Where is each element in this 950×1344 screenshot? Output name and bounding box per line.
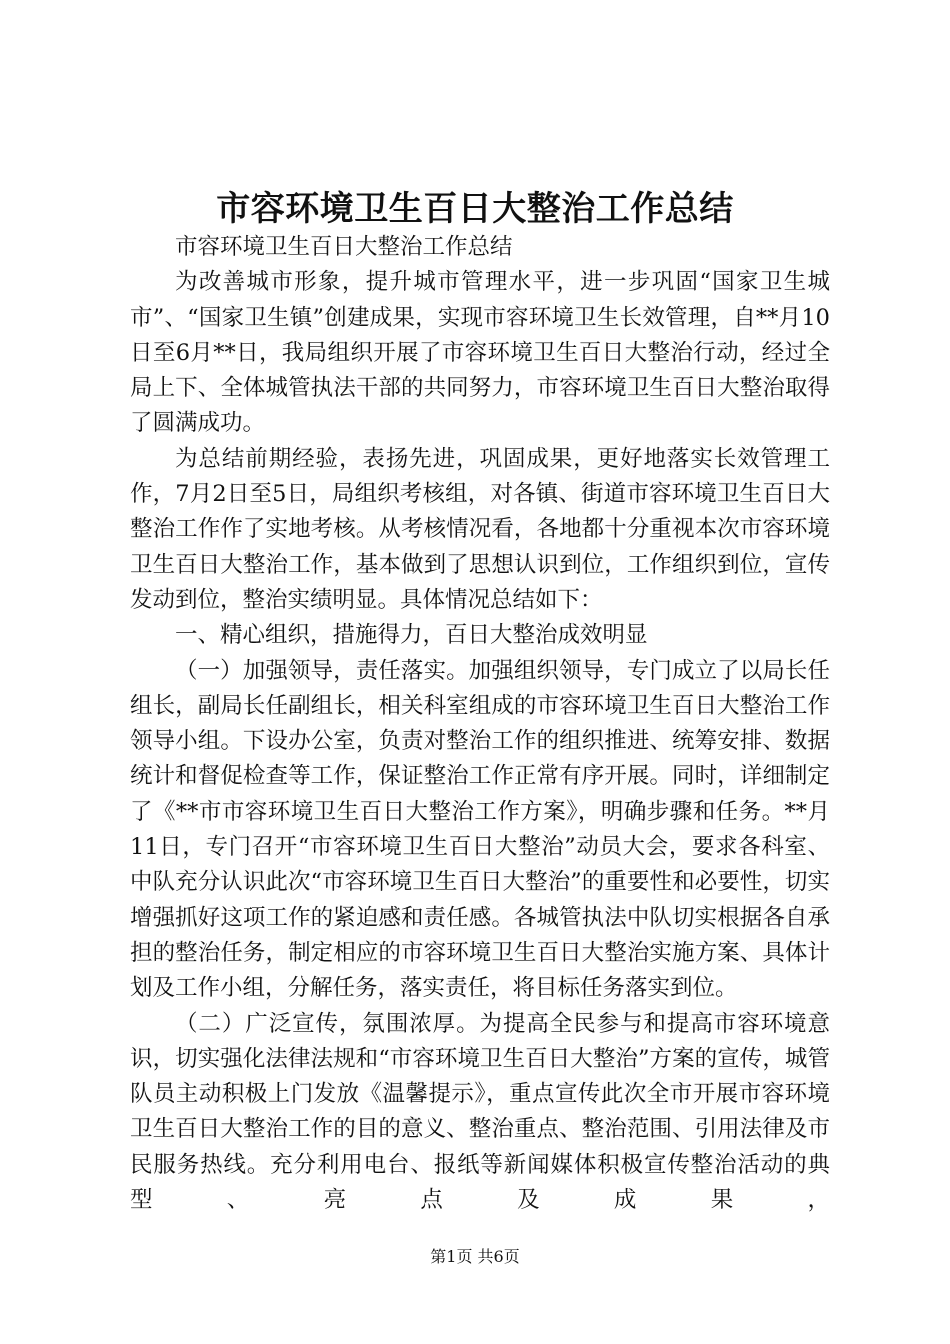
paragraph-leadership: （一）加强领导，责任落实。加强组织领导，专门成立了以局长任组长，副局长任副组长，相关科室组成的市容环境卫生百日大整治工作领导小组。下设办公室，负责对整治工作的组织推进、统筹安排、数据统计和督促检查等工作，保证整治工作正常有序开展。同时，详细制定了《**市市容环境卫生百日大整治工作方案》，明确步骤和任务。**月11日，专门召开“市容环境卫生百日大整治”动员大会，要求各科室、中队充分认识此次“市容环境卫生百日大整治”的重要性和必要性，切实增强抓好这项工作的紧迫感和责任感。各城管执法中队切实根据各自承担的整治任务，制定相应的市容环境卫生百日大整治实施方案、具体计划及工作小组，分解任务，落实责任，将目标任务落实到位。 — [130, 657, 830, 1002]
paragraph-intro: 为改善城市形象，提升城市管理水平，进一步巩固“国家卫生城市”、“国家卫生镇”创建成果，实现市容环境卫生长效管理，自**月10日至6月**日，我局组织开展了市容环境卫生百日大整治行动，经过全局上下、全体城管执法干部的共同努力，市容环境卫生百日大整治取得了圆满成功。 — [130, 269, 830, 437]
document-title: 市容环境卫生百日大整治工作总结 — [216, 189, 734, 229]
document-body — [130, 230, 830, 1218]
section-heading-1: 一、精心组织，措施得力，百日大整治成效明显 — [175, 622, 648, 649]
paragraph-subtitle: 市容环境卫生百日大整治工作总结 — [175, 234, 513, 260]
paragraph-publicity: （二）广泛宣传，氛围浓厚。为提高全民参与和提高市容环境意识，切实强化法律法规和“市容环境卫生百日大整治”方案的宣传，城管队员主动积极上门发放《温馨提示》，重点宣传此次全市开展市容环境卫生百日大整治工作的目的意义、整治重点、整治范围、引用法律及市民服务热线。充分利用电台、报纸等新闻媒体积极宣传整治活动的典型、亮点及成果， — [130, 1010, 830, 1214]
paragraph-summary: 为总结前期经验，表扬先进，巩固成果，更好地落实长效管理工作，7月2日至5日，局组织考核组，对各镇、街道市容环境卫生百日大整治工作作了实地考核。从考核情况看，各地都十分重视本次市容环境卫生百日大整治工作，基本做到了思想认识到位，工作组织到位，宣传发动到位，整治实绩明显。具体情况总结如下： — [130, 445, 830, 613]
page-number-footer: 第1页 共6页 — [430, 1247, 520, 1266]
